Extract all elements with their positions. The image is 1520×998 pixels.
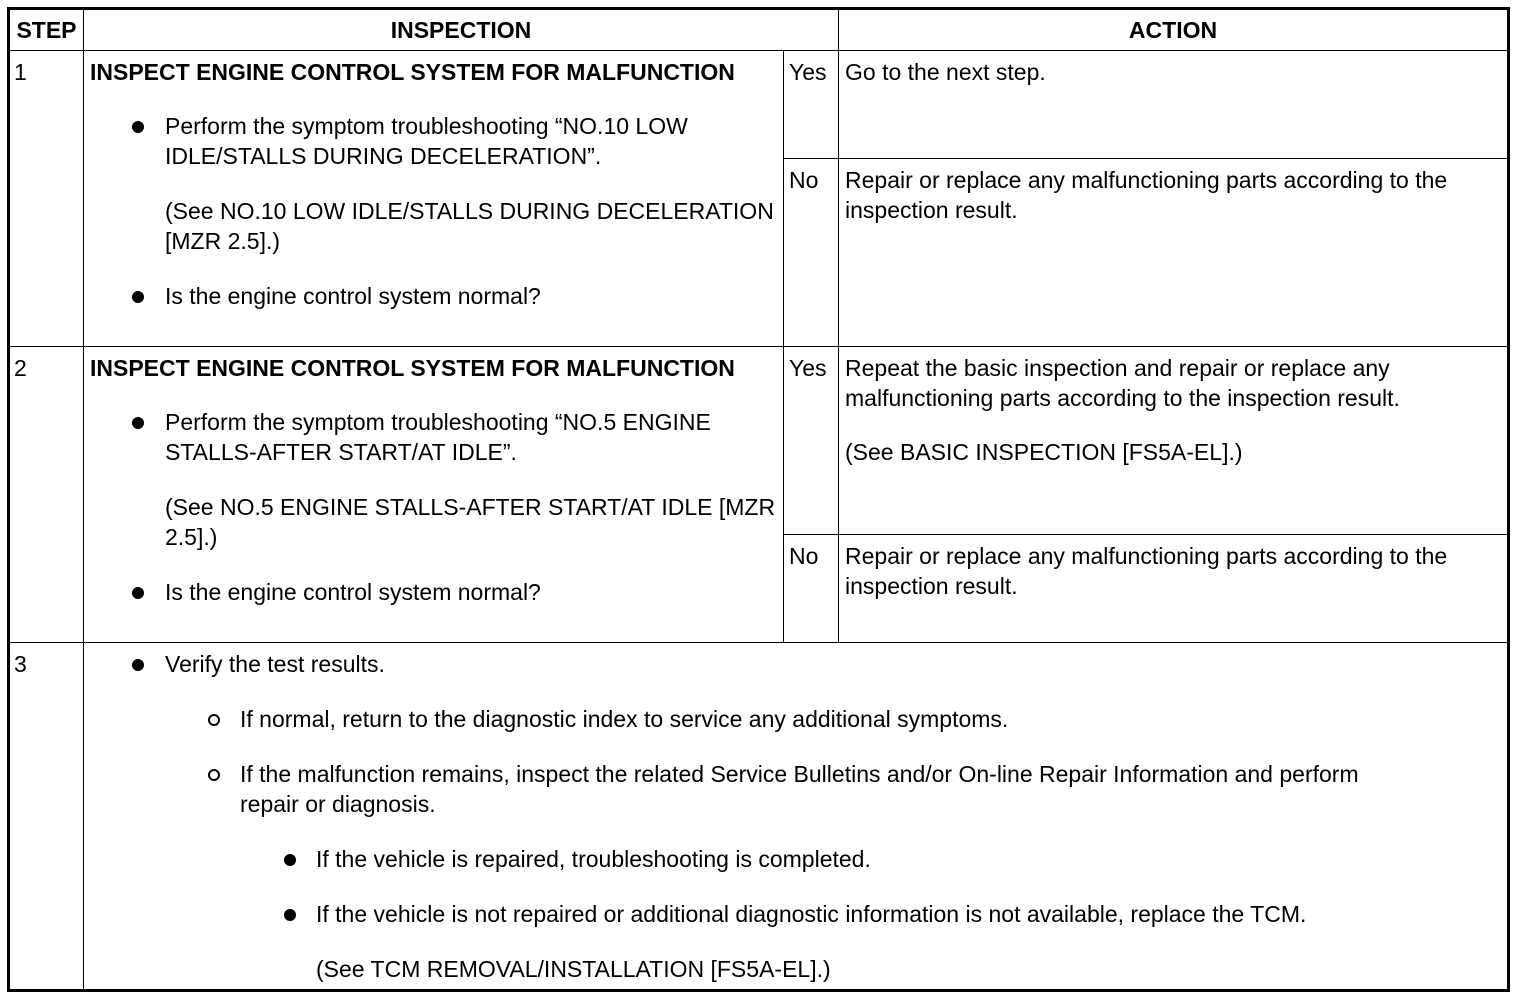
reference-text: (See TCM REMOVAL/INSTALLATION [FS5A-EL].) [316,956,831,982]
no-action [839,535,1509,643]
bullet-text: Perform the symptom troubleshooting “NO.5 ENGINE STALLS-AFTER START/AT IDLE”. [165,409,711,465]
action-text: Repeat the basic inspection and repair or replace any malfunctioning parts according to the inspection result. [845,355,1400,411]
question-text: Is the engine control system normal? [165,579,541,605]
header-row [9,9,1509,51]
step-title: INSPECT ENGINE CONTROL SYSTEM FOR MALFUNCTION [90,355,735,381]
step-1-yes-row [9,51,1509,159]
list-item [90,649,1501,679]
yes-label: Yes [784,347,839,535]
step-number: 3 [9,643,84,991]
no-label: No [784,159,839,347]
action-text: Repair or replace any malfunctioning parts according to the inspection result. [845,543,1448,599]
not-repaired-text: If the vehicle is not repaired or additional diagnostic information is not available, replace the TCM. [316,901,1307,927]
yes-action [839,347,1509,535]
inspection-list [90,407,777,607]
list-item [90,407,777,552]
yes-action [839,51,1509,159]
normal-text: If normal, return to the diagnostic index to service any additional symptoms. [240,706,1009,732]
action-text: Go to the next step. [845,59,1046,85]
list-item [90,577,777,607]
step-3-row [9,643,1509,991]
verify-list [90,649,1501,984]
inspection-header: INSPECTION [84,9,839,51]
diagnostic-table [7,7,1510,992]
list-item [90,899,1501,984]
step-3-content [84,643,1509,991]
remains-text: If the malfunction remains, inspect the related Service Bulletins and/or On-line Repair Information and perform repair or diagnosis. [240,761,1359,817]
verify-text: Verify the test results. [165,651,385,677]
bullet-text: Perform the symptom troubleshooting “NO.10 LOW IDLE/STALLS DURING DECELERATION”. [165,113,688,169]
list-item [90,281,777,311]
no-label: No [784,535,839,643]
question-text: Is the engine control system normal? [165,283,541,309]
step-1-inspection [84,51,784,347]
action-header: ACTION [839,9,1509,51]
step-title: INSPECT ENGINE CONTROL SYSTEM FOR MALFUNCTION [90,59,735,85]
step-number: 1 [9,51,84,347]
step-number: 2 [9,347,84,643]
repaired-text: If the vehicle is repaired, troubleshooting is completed. [316,846,871,872]
reference-text: (See NO.5 ENGINE STALLS-AFTER START/AT IDLE [MZR 2.5].) [165,494,776,550]
list-item [90,844,1501,874]
list-item [90,759,1501,819]
step-header: STEP [9,9,84,51]
list-item [90,111,777,256]
inspection-list [90,111,777,311]
list-item [90,704,1501,734]
no-action [839,159,1509,347]
yes-label: Yes [784,51,839,159]
reference-text: (See NO.10 LOW IDLE/STALLS DURING DECELERATION [MZR 2.5].) [165,198,774,254]
reference-text: (See BASIC INSPECTION [FS5A-EL].) [845,439,1243,465]
step-2-inspection [84,347,784,643]
step-2-yes-row [9,347,1509,535]
action-text: Repair or replace any malfunctioning parts according to the inspection result. [845,167,1448,223]
